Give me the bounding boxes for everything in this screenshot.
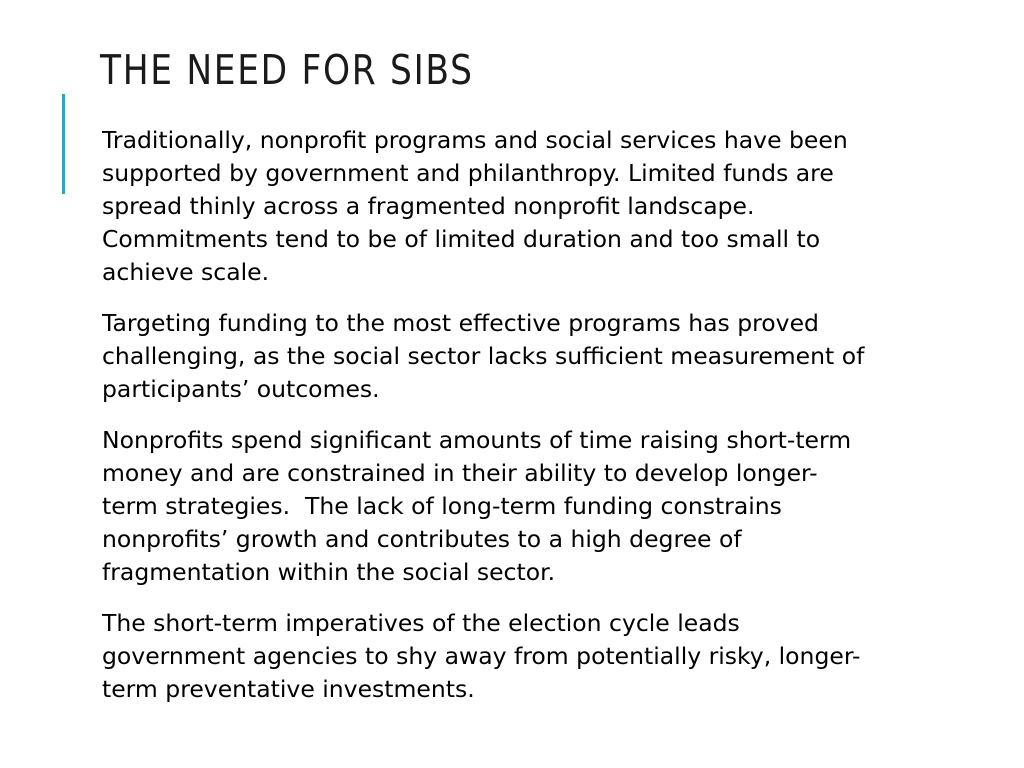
paragraph-3 — [102, 424, 982, 589]
paragraph-4 — [102, 607, 982, 706]
text-line: money and are constrained in their ability to develop longer- — [102, 459, 818, 487]
text-line: fragmentation within the social sector. — [102, 558, 556, 586]
text-line: achieve scale. — [102, 258, 270, 286]
text-line: Nonprofits spend significant amounts of time raising short-term — [102, 426, 852, 454]
text-line: The short-term imperatives of the election cycle leads — [102, 609, 740, 637]
paragraph-2 — [102, 307, 982, 406]
accent-bar — [62, 94, 65, 194]
text-line: nonprofits’ growth and contributes to a high degree of — [102, 525, 742, 553]
text-line: spread thinly across a fragmented nonprofit landscape. — [102, 192, 755, 220]
text-line: Targeting funding to the most effective programs has proved — [102, 309, 819, 337]
paragraph-1 — [102, 124, 982, 289]
text-line: challenging, as the social sector lacks sufficient measurement of — [102, 342, 865, 370]
text-line: Traditionally, nonprofit programs and social services have been — [102, 126, 848, 154]
text-line: supported by government and philanthropy. Limited funds are — [102, 159, 834, 187]
text-line: term strategies. The lack of long-term funding constrains — [102, 492, 782, 520]
text-line: term preventative investments. — [102, 675, 475, 703]
slide-body — [102, 124, 982, 724]
text-line: Commitments tend to be of limited duration and too small to — [102, 225, 821, 253]
slide-title: THE NEED FOR SIBS — [100, 46, 474, 94]
text-line: government agencies to shy away from potentially risky, longer- — [102, 642, 861, 670]
text-line: participants’ outcomes. — [102, 375, 380, 403]
